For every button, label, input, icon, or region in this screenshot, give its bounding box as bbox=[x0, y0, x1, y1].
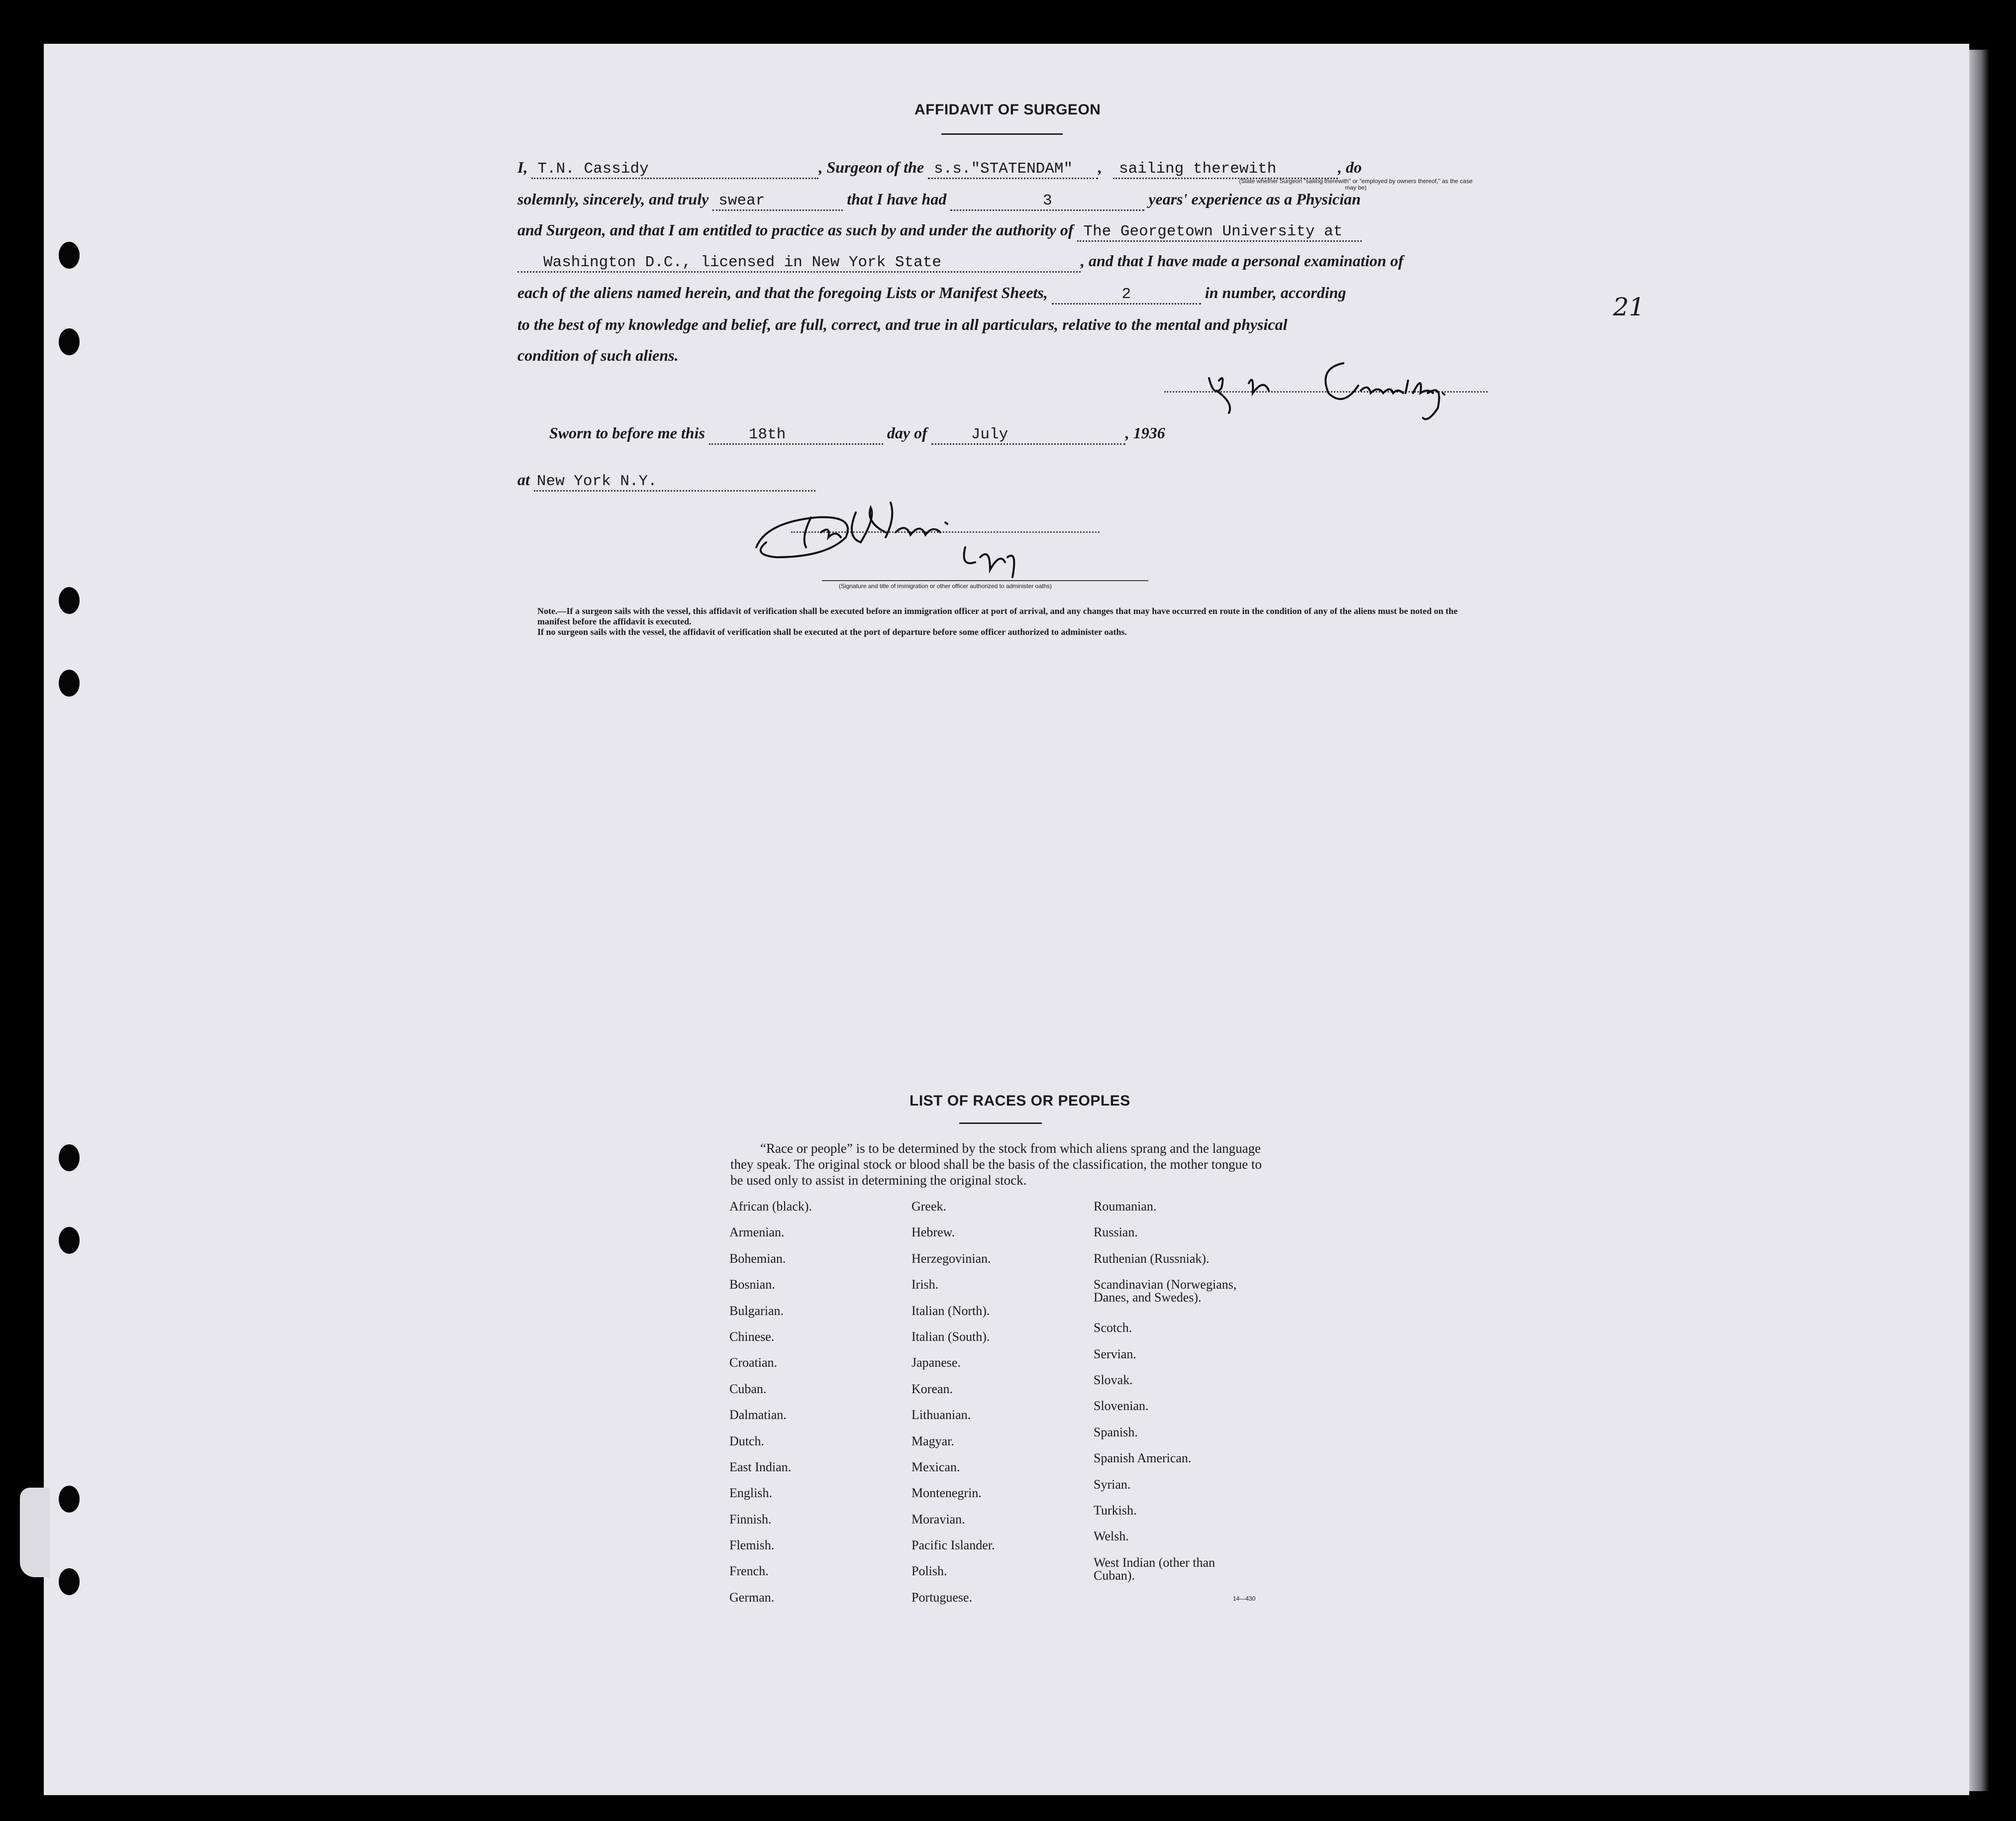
race-item: Korean. bbox=[911, 1381, 953, 1396]
race-item: African (black). bbox=[729, 1199, 812, 1214]
race-item: Scotch. bbox=[1094, 1320, 1132, 1335]
race-item: Italian (South). bbox=[911, 1329, 990, 1344]
affidavit-note: Note.—If a surgeon sails with the vessel, this affidavit of verification shall be executed before an immigration officer at port of arrival, and any changes that may have occurred en route in the condition of any of the aliens must be noted on the manifest before the affidavit is executed. If no surgeon sails with the vessel, the affidavit of verification shall be executed at the port of departure before some officer authorized to administer oaths. bbox=[537, 606, 1458, 637]
torn-edge bbox=[20, 1488, 50, 1577]
sworn-year: 36 bbox=[1149, 424, 1165, 442]
race-item: Irish. bbox=[911, 1277, 939, 1292]
race-item: Chinese. bbox=[729, 1329, 775, 1344]
races-intro: “Race or people” is to be determined by the stock from which aliens sprang and the language they speak. The original stock or blood shall be the basis of the classification, the mother tongue to be used only to assist in determining the original stock. bbox=[730, 1141, 1262, 1188]
race-item: Polish. bbox=[911, 1564, 947, 1579]
page-number: 21 bbox=[1613, 293, 1645, 321]
punch-hole bbox=[59, 1227, 80, 1254]
race-item: Portuguese. bbox=[911, 1590, 973, 1605]
race-item: Pacific Islander. bbox=[911, 1538, 995, 1553]
affidavit-title: AFFIDAVIT OF SURGEON bbox=[914, 101, 1101, 118]
affidavit-line-2: solemnly, sincerely, and truly swear that I have had 3 years' experience as a Physician bbox=[517, 190, 1512, 211]
race-item: Dutch. bbox=[729, 1433, 765, 1448]
race-item: Flemish. bbox=[729, 1538, 775, 1553]
surgeon-name-field: T.N. Cassidy bbox=[531, 161, 818, 179]
officer-signature bbox=[746, 488, 1055, 587]
officer-title-line bbox=[822, 580, 1148, 581]
race-item: Hebrew. bbox=[911, 1225, 955, 1240]
sheets-count-field: 2 bbox=[1052, 286, 1201, 304]
authority-field-1: The Georgetown University at bbox=[1077, 223, 1362, 242]
race-item: Bulgarian. bbox=[729, 1303, 784, 1318]
officer-caption: (Signature and title of immigration or other officer authorized to administer oaths) bbox=[839, 583, 1052, 590]
race-item: Slovak. bbox=[1094, 1372, 1133, 1387]
race-item: Welsh. bbox=[1094, 1529, 1129, 1544]
race-item: Spanish. bbox=[1094, 1424, 1138, 1439]
race-item: Scandinavian (Norwegians, Danes, and Swedes). bbox=[1094, 1277, 1237, 1305]
oath-field: swear bbox=[712, 193, 843, 211]
punch-hole bbox=[59, 242, 80, 269]
race-item: German. bbox=[729, 1590, 775, 1605]
punch-hole bbox=[59, 1144, 80, 1171]
races-column-3 bbox=[1094, 1200, 1283, 1582]
sworn-month-field: July bbox=[931, 426, 1125, 445]
sworn-line: Sworn to before me this 18th day of July , 1936 bbox=[549, 424, 1544, 445]
race-item: Croatian. bbox=[729, 1355, 778, 1370]
race-item: Greek. bbox=[911, 1199, 947, 1214]
page-edge bbox=[1969, 50, 1989, 1791]
race-item: Syrian. bbox=[1094, 1477, 1131, 1492]
race-item: Slovenian. bbox=[1094, 1399, 1149, 1414]
surgeon-signature bbox=[1194, 343, 1483, 428]
affidavit-line-5: each of the aliens named herein, and that the foregoing Lists or Manifest Sheets, 2 in number, according bbox=[517, 284, 1512, 304]
race-item: Herzegovinian. bbox=[911, 1251, 991, 1266]
punch-hole bbox=[59, 1486, 80, 1513]
race-item: Moravian. bbox=[911, 1512, 965, 1526]
punch-hole bbox=[59, 670, 80, 697]
race-item: Bosnian. bbox=[729, 1277, 775, 1292]
status-instruction: (State whether Surgeon "sailing therewith" or "employed by owners thereof," as the case may be) bbox=[1239, 178, 1473, 191]
affidavit-line-6: to the best of my knowledge and belief, are full, correct, and true in all particulars, relative to the mental and physical bbox=[517, 315, 1288, 333]
form-code: 14—430 bbox=[1233, 1595, 1256, 1602]
races-title: LIST OF RACES OR PEOPLES bbox=[909, 1093, 1130, 1109]
affidavit-line-7: condition of such aliens. bbox=[517, 346, 679, 364]
race-item: Finnish. bbox=[729, 1512, 772, 1526]
place-line: at New York N.Y. bbox=[517, 471, 1512, 492]
race-item: Turkish. bbox=[1094, 1503, 1137, 1518]
races-column-1 bbox=[729, 1200, 899, 1617]
race-item: Spanish American. bbox=[1094, 1451, 1192, 1466]
race-item: English. bbox=[729, 1486, 772, 1501]
races-column-2 bbox=[911, 1200, 1081, 1617]
race-item: French. bbox=[729, 1564, 769, 1579]
race-item: Dalmatian. bbox=[729, 1408, 787, 1422]
race-item: Servian. bbox=[1094, 1346, 1136, 1361]
race-item: Ruthenian (Russniak). bbox=[1094, 1251, 1210, 1266]
punch-hole bbox=[59, 328, 80, 355]
race-item: East Indian. bbox=[729, 1459, 792, 1474]
affidavit-line-3: and Surgeon, and that I am entitled to practice as such by and under the authority of The Georgetown University at bbox=[517, 221, 1512, 242]
sworn-day-field: 18th bbox=[709, 426, 883, 445]
race-item: Lithuanian. bbox=[911, 1408, 971, 1422]
surgeon-status-field: sailing therewith bbox=[1113, 161, 1338, 179]
years-field: 3 bbox=[950, 193, 1144, 211]
authority-field-2: Washington D.C., licensed in New York State bbox=[517, 254, 1081, 273]
race-item: Russian. bbox=[1094, 1225, 1138, 1240]
races-title-rule bbox=[959, 1122, 1042, 1124]
punch-hole bbox=[59, 587, 80, 614]
place-field: New York N.Y. bbox=[534, 473, 815, 492]
race-item: Roumanian. bbox=[1094, 1199, 1157, 1214]
race-item: West Indian (other than Cuban). bbox=[1094, 1555, 1215, 1583]
punch-hole bbox=[59, 1568, 80, 1595]
race-item: Magyar. bbox=[911, 1433, 954, 1448]
race-item: Armenian. bbox=[729, 1225, 785, 1240]
race-item: Italian (North). bbox=[911, 1303, 990, 1318]
race-item: Mexican. bbox=[911, 1459, 960, 1474]
race-item: Bohemian. bbox=[729, 1251, 786, 1266]
race-item: Japanese. bbox=[911, 1355, 961, 1370]
affidavit-line-4: Washington D.C., licensed in New York State , and that I have made a personal examination of bbox=[517, 252, 1512, 273]
ship-name-field: s.s."STATENDAM" bbox=[928, 161, 1098, 179]
race-item: Montenegrin. bbox=[911, 1486, 982, 1501]
affidavit-line-1: I, T.N. Cassidy , Surgeon of the s.s."STATENDAM" , sailing therewith , do bbox=[517, 158, 1512, 179]
title-rule bbox=[941, 133, 1063, 135]
race-item: Cuban. bbox=[729, 1381, 767, 1396]
